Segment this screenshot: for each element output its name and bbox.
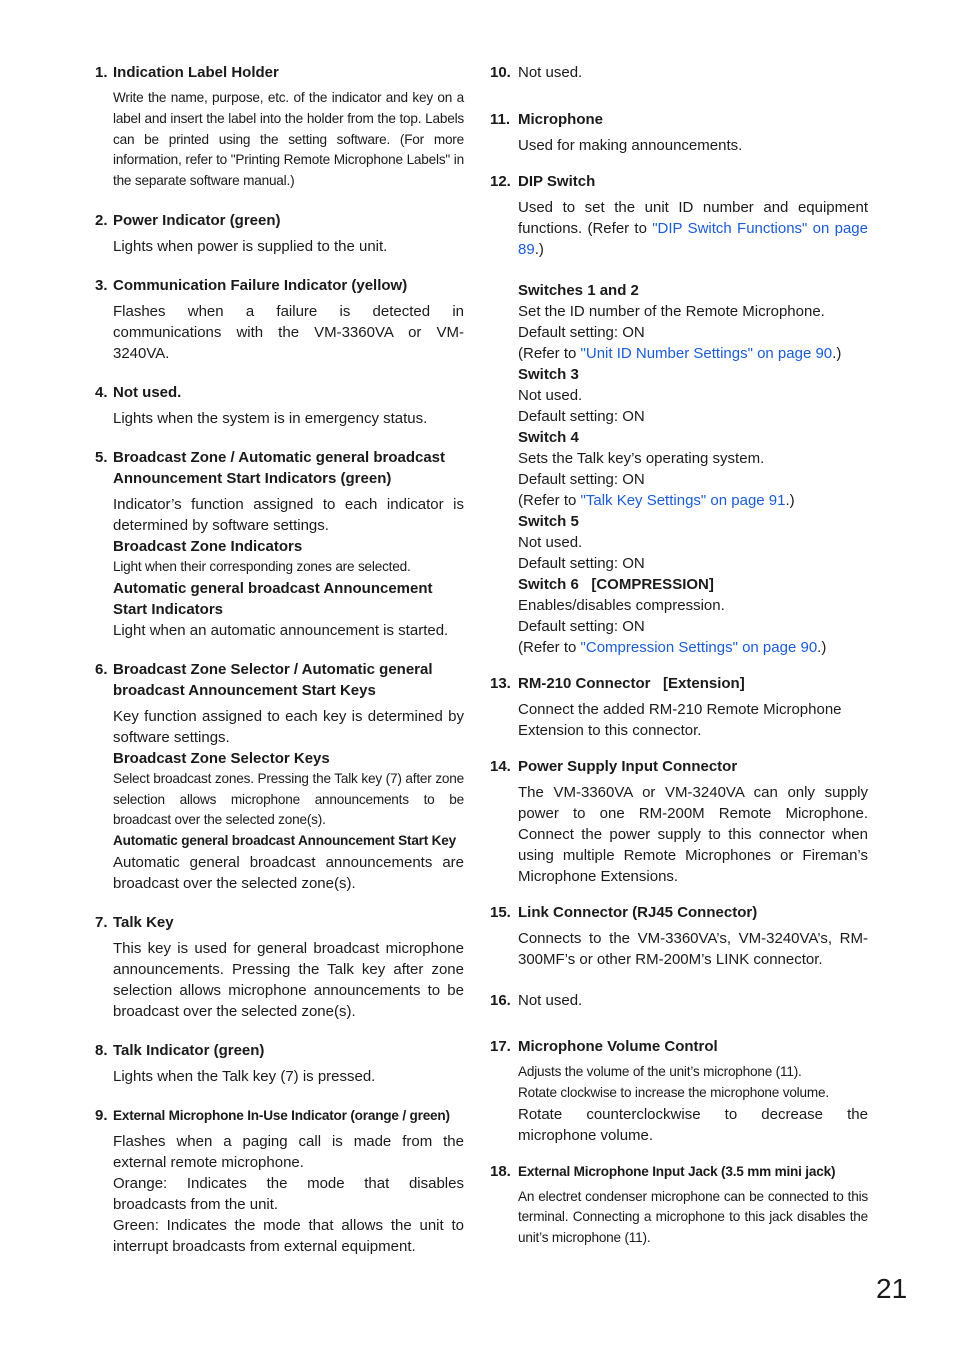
item-16 — [490, 990, 868, 1011]
switch-5-desc: Not used. — [518, 534, 583, 551]
item-3 — [95, 275, 464, 364]
paragraph: Automatic general broadcast announcements are broadcast over the selected zone(s). — [113, 853, 464, 892]
paragraph: Flashes when a paging call is made from the external remote microphone. — [113, 1132, 464, 1171]
item-number: 13. — [490, 675, 511, 692]
switch-3-default: Default setting: ON — [518, 408, 645, 425]
item-14 — [490, 756, 868, 887]
item-number: 14. — [490, 758, 511, 775]
switch-5-title: Switch 5 — [518, 513, 579, 530]
item-number: 7. — [95, 913, 108, 931]
item-number: 15. — [490, 904, 511, 921]
switch-4-desc: Sets the Talk key’s operating system. — [518, 450, 765, 467]
paragraph: Lights when the system is in emergency status. — [113, 409, 428, 427]
switch-4-default: Default setting: ON — [518, 471, 645, 488]
switch-5-default: Default setting: ON — [518, 555, 645, 572]
item-text-a: Adjusts the volume of the unit’s microphone (11). — [518, 1064, 802, 1079]
item-number: 16. — [490, 992, 511, 1009]
switch-1-2-title: Switches 1 and 2 — [518, 282, 639, 299]
item-number: 17. — [490, 1038, 511, 1055]
subheading: Automatic general broadcast Announcement Start Indicators — [113, 579, 433, 618]
switch-1-2-default: Default setting: ON — [518, 324, 645, 341]
item-4 — [95, 382, 464, 429]
paragraph: Lights when power is supplied to the unit. — [113, 237, 388, 255]
item-title: Indication Label Holder — [113, 64, 279, 81]
paragraph: Key function assigned to each key is determined by software settings. — [113, 707, 464, 746]
right-column — [490, 62, 868, 1264]
item-9 — [95, 1105, 464, 1257]
item-number: 1. — [95, 64, 108, 81]
paragraph: Lights when the Talk key (7) is pressed. — [113, 1067, 376, 1085]
item-8 — [95, 1040, 464, 1087]
item-title: Talk Key — [113, 913, 174, 931]
item-13 — [490, 673, 868, 741]
item-number: 3. — [95, 276, 108, 294]
switch-6-title: Switch 6 [COMPRESSION] — [518, 576, 714, 593]
item-6 — [95, 659, 464, 894]
page-number: 21 — [876, 1273, 908, 1304]
item-text: Not used. — [518, 64, 583, 81]
paragraph: Write the name, purpose, etc. of the indicator and key on a label and insert the label into the holder from the top. Labels can be printed using the setting software. (For more information, refer to "Printing Remote Microphone Labels" in the separate software manual.) — [113, 90, 464, 189]
paragraph: Light when their corresponding zones are selected. — [113, 558, 411, 574]
paragraph: Flashes when a failure is detected in communications with the VM-3360VA or VM-3240VA. — [113, 302, 464, 362]
item-title: Broadcast Zone / Automatic general broadcast Announcement Start Indicators (green) — [113, 448, 446, 487]
item-number: 9. — [95, 1106, 108, 1124]
switch-3-desc: Not used. — [518, 387, 583, 404]
item-number: 2. — [95, 211, 108, 229]
paragraph: Light when an automatic announcement is started. — [113, 621, 449, 639]
item-number: 6. — [95, 660, 108, 678]
item-2 — [95, 210, 464, 257]
item-text: The VM-3360VA or VM-3240VA can only supply power to one RM-200M Remote Microphone. Connect the power supply to this connector when using multiple Remote Microphones or Fireman’s Microphone Extensions. — [518, 784, 868, 885]
item-5 — [95, 447, 464, 641]
item-text: Connect the added RM-210 Remote Microphone Extension to this connector. — [518, 701, 842, 739]
switch-4-title: Switch 4 — [518, 429, 579, 446]
item-title: Not used. — [113, 383, 182, 401]
item-text: An electret condenser microphone can be connected to this terminal. Connecting a microphone to this jack disables the unit’s microphone (11). — [518, 1188, 868, 1246]
item-7 — [95, 912, 464, 1022]
paragraph: Green: Indicates the mode that allows the unit to interrupt broadcasts from external equipment. — [113, 1216, 464, 1255]
paragraph: This key is used for general broadcast microphone announcements. Pressing the Talk key after zone selection allows microphone announcements to be broadcast over the selected zone(s). — [113, 939, 464, 1020]
item-text-b: Rotate clockwise to increase the microphone volume. — [518, 1084, 829, 1100]
item-title: Power Supply Input Connector — [518, 758, 738, 775]
switch-3-title: Switch 3 — [518, 366, 579, 383]
item-number: 18. — [490, 1162, 511, 1180]
switch-6-default: Default setting: ON — [518, 618, 645, 635]
item-title: DIP Switch — [518, 173, 596, 190]
link-compression-settings[interactable]: "Compression Settings" on page 90 — [580, 639, 818, 656]
item-number: 12. — [490, 173, 511, 190]
item-title: Microphone Volume Control — [518, 1038, 718, 1055]
switch-6-ref: (Refer to "Compression Settings" on page 90.) — [518, 639, 827, 656]
item-title: Power Indicator (green) — [113, 211, 281, 229]
item-text: Connects to the VM-3360VA’s, VM-3240VA’s, RM-300MF’s or other RM-200M’s LINK connector. — [518, 930, 868, 968]
item-title: External Microphone Input Jack (3.5 mm mini jack) — [518, 1163, 836, 1179]
item-number: 10. — [490, 64, 511, 81]
item-text: Used for making announcements. — [518, 137, 743, 154]
item-title: Microphone — [518, 111, 603, 128]
subheading: Automatic general broadcast Announcement Start Key — [113, 833, 457, 849]
paragraph: Orange: Indicates the mode that disables broadcasts from the unit. — [113, 1174, 464, 1213]
left-column — [95, 62, 464, 1257]
item-18 — [490, 1161, 868, 1249]
item-11 — [490, 109, 868, 156]
item-text: Not used. — [518, 992, 583, 1009]
item-number: 11. — [490, 111, 511, 128]
switch-4-ref: (Refer to "Talk Key Settings" on page 91.) — [518, 492, 795, 509]
subheading: Broadcast Zone Selector Keys — [113, 749, 330, 767]
link-talk-key-settings[interactable]: "Talk Key Settings" on page 91 — [580, 492, 786, 509]
dip-intro: Used to set the unit ID number and equipment functions. (Refer to "DIP Switch Functions" on page 89.) — [518, 199, 868, 258]
switch-1-2-desc: Set the ID number of the Remote Microphone. — [518, 303, 825, 320]
link-unit-id-settings[interactable]: "Unit ID Number Settings" on page 90 — [580, 345, 833, 362]
link-dip-switch-functions[interactable]: "DIP Switch Functions" on page 89 — [518, 220, 868, 258]
item-title: Talk Indicator (green) — [113, 1041, 265, 1059]
subheading: Broadcast Zone Indicators — [113, 537, 303, 555]
item-number: 8. — [95, 1041, 108, 1059]
item-title: RM-210 Connector [Extension] — [518, 675, 745, 692]
paragraph: Indicator’s function assigned to each indicator is determined by software settings. — [113, 495, 464, 534]
item-title: Broadcast Zone Selector / Automatic general broadcast Announcement Start Keys — [113, 660, 433, 699]
item-12 — [490, 171, 868, 658]
item-10 — [490, 62, 868, 83]
item-17 — [490, 1036, 868, 1146]
item-number: 4. — [95, 383, 108, 401]
item-1 — [95, 62, 464, 192]
switch-1-2-ref: (Refer to "Unit ID Number Settings" on page 90.) — [518, 345, 842, 362]
item-title: Communication Failure Indicator (yellow) — [113, 276, 408, 294]
item-title: Link Connector (RJ45 Connector) — [518, 904, 758, 921]
item-15 — [490, 902, 868, 970]
item-text-c: Rotate counterclockwise to decrease the microphone volume. — [518, 1105, 868, 1144]
switch-6-desc: Enables/disables compression. — [518, 597, 725, 614]
item-number: 5. — [95, 448, 108, 466]
item-title: External Microphone In-Use Indicator (orange / green) — [113, 1107, 450, 1123]
paragraph: Select broadcast zones. Pressing the Talk key (7) after zone selection allows microphone announcements to be broadcast over the selected zone(s). — [113, 770, 464, 828]
